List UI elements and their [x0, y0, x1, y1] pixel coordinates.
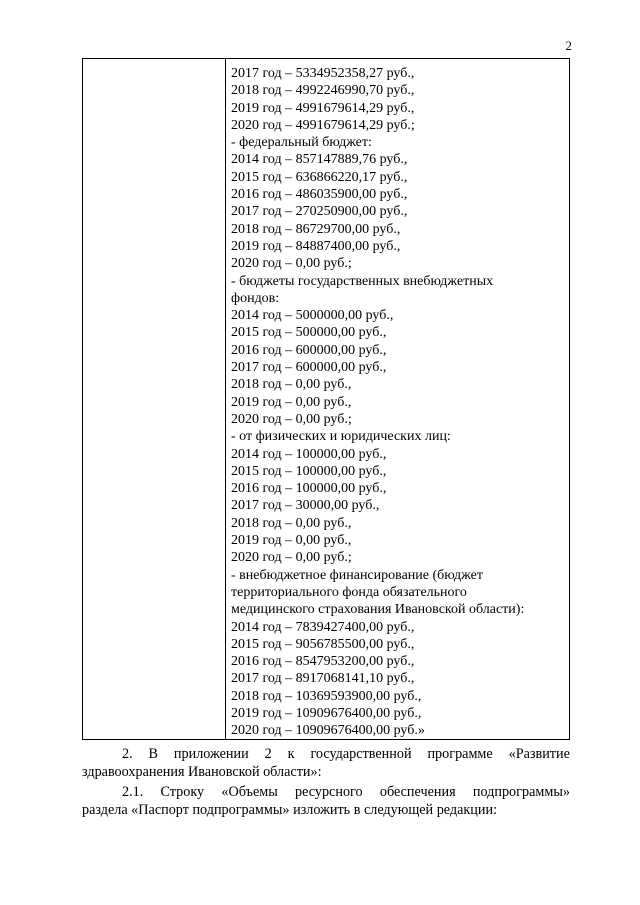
funding-line: 2020 год – 0,00 руб.;	[231, 550, 352, 566]
paragraph-first-line	[82, 745, 570, 763]
funding-line: 2016 год – 8547953200,00 руб.,	[231, 654, 415, 670]
funding-table	[82, 58, 570, 740]
funding-line: 2014 год – 100000,00 руб.,	[231, 446, 387, 462]
paragraph-word: обеспечения	[379, 784, 456, 800]
funding-line: 2017 год – 8917068141,10 руб.,	[231, 671, 415, 687]
paragraph-word: Строку	[160, 784, 205, 800]
funding-line: 2019 год – 0,00 руб.,	[231, 394, 352, 410]
funding-line: 2017 год – 600000,00 руб.,	[231, 360, 387, 376]
funding-line: 2014 год – 7839427400,00 руб.,	[231, 619, 415, 635]
funding-cell	[231, 65, 565, 740]
funding-line: - бюджеты государственных внебюджетных	[231, 273, 494, 289]
table-column-divider	[225, 59, 226, 739]
funding-line: медицинского страхования Ивановской области):	[231, 602, 525, 618]
funding-line: 2020 год – 10909676400,00 руб.»	[231, 723, 425, 739]
paragraph-word: государственной	[310, 746, 412, 762]
paragraph-word: В	[148, 746, 159, 762]
funding-line: 2019 год – 0,00 руб.,	[231, 533, 352, 549]
funding-line: 2016 год – 600000,00 руб.,	[231, 342, 387, 358]
funding-line: 2019 год – 84887400,00 руб.,	[231, 238, 401, 254]
funding-line: 2015 год – 100000,00 руб.,	[231, 463, 387, 479]
funding-line: 2017 год – 30000,00 руб.,	[231, 498, 380, 514]
paragraph-word: программе	[427, 746, 493, 762]
funding-line: 2020 год – 4991679614,29 руб.;	[231, 117, 415, 133]
funding-line: 2017 год – 270250900,00 руб.,	[231, 204, 408, 220]
funding-line: 2016 год – 486035900,00 руб.,	[231, 187, 408, 203]
funding-line: 2017 год – 5334952358,27 руб.,	[231, 66, 415, 81]
page-number: 2	[565, 38, 572, 53]
paragraph-second-line: здравоохранения Ивановской области»:	[82, 764, 322, 780]
funding-line: 2018 год – 4992246990,70 руб.,	[231, 83, 415, 99]
funding-line: 2018 год – 10369593900,00 руб.,	[231, 688, 422, 704]
funding-line: 2018 год – 0,00 руб.,	[231, 377, 352, 393]
funding-line: 2018 год – 0,00 руб.,	[231, 515, 352, 531]
paragraph-first-line	[82, 783, 570, 801]
funding-line: 2016 год – 100000,00 руб.,	[231, 481, 387, 497]
paragraph-word: 2	[264, 746, 272, 762]
paragraph-word: ресурсного	[295, 784, 363, 800]
paragraph-word: «Развитие	[508, 746, 570, 762]
funding-line: 2020 год – 0,00 руб.;	[231, 256, 352, 272]
funding-line: - федеральный бюджет:	[231, 135, 372, 151]
paragraph-word: к	[287, 746, 295, 762]
funding-line: 2014 год – 5000000,00 руб.,	[231, 308, 394, 324]
funding-line: 2019 год – 4991679614,29 руб.,	[231, 100, 415, 116]
paragraph-item-2-1	[82, 783, 570, 819]
funding-line: 2020 год – 0,00 руб.;	[231, 411, 352, 427]
funding-line: 2015 год – 636866220,17 руб.,	[231, 169, 408, 185]
funding-line: 2018 год – 86729700,00 руб.,	[231, 221, 401, 237]
funding-line: территориального фонда обязательного	[231, 584, 467, 600]
funding-line: - от физических и юридических лиц:	[231, 429, 451, 445]
funding-line: 2015 год – 500000,00 руб.,	[231, 325, 387, 341]
paragraph-word: «Объемы	[221, 784, 278, 800]
paragraph-word: приложении	[173, 746, 249, 762]
funding-line: 2014 год – 857147889,76 руб.,	[231, 152, 408, 168]
funding-line: 2019 год – 10909676400,00 руб.,	[231, 705, 422, 721]
paragraph-second-line: раздела «Паспорт подпрограммы» изложить в следующей редакции:	[82, 802, 498, 818]
paragraph-word: подпрограммы»	[472, 784, 570, 800]
funding-line: - внебюджетное финансирование (бюджет	[231, 567, 483, 583]
paragraph-word: 2.1.	[122, 784, 144, 800]
paragraph-item-2	[82, 745, 570, 781]
funding-line: 2015 год – 9056785500,00 руб.,	[231, 636, 415, 652]
paragraph-word: 2.	[122, 746, 133, 762]
funding-line: фондов:	[231, 290, 280, 306]
